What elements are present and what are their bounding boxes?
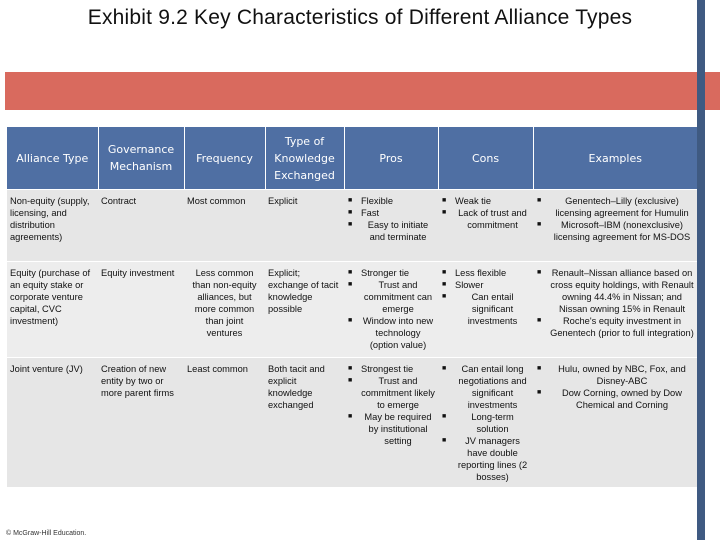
list-item: ■ Flexible [348, 196, 394, 206]
slide-title: Exhibit 9.2 Key Characteristics of Different Alliance Types [87, 6, 633, 29]
list-item: ■ Trust and commitment can emerge [348, 280, 433, 314]
bullet-icon: ■ [442, 437, 447, 444]
bullet-icon: ■ [348, 197, 353, 204]
cell-frequency: Least common [184, 358, 265, 488]
bullet-icon: ■ [537, 365, 542, 372]
list-item: ■ Roche's equity investment in Genentech (prior to full integration) [537, 316, 694, 338]
bullet-icon: ■ [537, 389, 542, 396]
cell-governance: Creation of new entity by two or more parent firms [98, 358, 184, 488]
table-header-row [7, 127, 697, 190]
list-item: ■ Microsoft–IBM (nonexclusive) licensing agreement for MS-DOS [537, 220, 691, 242]
list-item: ■ Hulu, owned by NBC, Fox, and Disney-ABC [537, 364, 686, 386]
cell-examples [533, 190, 697, 262]
list-item: ■ Trust and commitment likely to emerge [348, 376, 435, 410]
list-item: ■ Lack of trust and commitment [442, 208, 527, 230]
cell-alliance-type: Joint venture (JV) [7, 358, 98, 488]
bullet-icon: ■ [442, 293, 447, 300]
cell-knowledge: Explicit; exchange of tacit knowledge possible [265, 262, 344, 358]
list-item: ■ Fast [348, 208, 380, 218]
bullet-icon: ■ [348, 317, 353, 324]
table-row [7, 262, 697, 358]
table-row [7, 358, 697, 488]
bullet-icon: ■ [348, 377, 353, 384]
list-item: ■ Can entail significant investments [442, 292, 518, 326]
header-cons: Cons [438, 127, 533, 190]
alliance-types-table [7, 127, 697, 487]
bullet-icon: ■ [442, 197, 447, 204]
bullet-icon: ■ [537, 269, 542, 276]
accent-band [5, 72, 720, 110]
header-governance-mechanism: Governance Mechanism [98, 127, 184, 190]
list-item: ■ May be required by institutional setting [348, 412, 432, 446]
list-item: ■ Weak tie [442, 196, 491, 206]
bullet-icon: ■ [348, 365, 353, 372]
list-item: ■ Easy to initiate and terminate [348, 220, 429, 242]
bullet-icon: ■ [442, 209, 447, 216]
header-knowledge-exchanged: Type of Knowledge Exchanged [265, 127, 344, 190]
list-item: ■ Can entail long negotiations and significant investments [442, 364, 527, 410]
cell-frequency: Most common [184, 190, 265, 262]
list-item: ■ Strongest tie [348, 364, 414, 374]
cell-knowledge: Both tacit and explicit knowledge exchanged [265, 358, 344, 488]
list-item: ■ Stronger tie [348, 268, 410, 278]
cell-cons [438, 190, 533, 262]
list-item: ■ Long-term solution [442, 412, 514, 434]
right-accent-bar [697, 0, 705, 540]
cell-governance: Contract [98, 190, 184, 262]
header-frequency: Frequency [184, 127, 265, 190]
list-item: ■ JV managers have double reporting lines (2 bosses) [442, 436, 528, 482]
bullet-icon: ■ [442, 365, 447, 372]
cell-alliance-type: Equity (purchase of an equity stake or corporate venture capital, CVC investment) [7, 262, 98, 358]
cell-examples [533, 358, 697, 488]
header-alliance-type: Alliance Type [7, 127, 98, 190]
list-item: ■ Window into new technology (option value) [348, 316, 434, 350]
list-item: ■ Less flexible [442, 268, 507, 278]
cell-knowledge: Explicit [265, 190, 344, 262]
bullet-icon: ■ [442, 281, 447, 288]
copyright-credit: © McGraw-Hill Education. [6, 530, 87, 537]
cell-pros [344, 262, 438, 358]
bullet-icon: ■ [348, 221, 353, 228]
header-examples: Examples [533, 127, 697, 190]
table-row [7, 190, 697, 262]
bullet-icon: ■ [348, 413, 353, 420]
bullet-icon: ■ [537, 221, 542, 228]
bullet-icon: ■ [348, 209, 353, 216]
bullet-icon: ■ [442, 269, 447, 276]
cell-frequency: Less common than non-equity alliances, but more common than joint ventures [184, 262, 265, 358]
list-item: ■ Dow Corning, owned by Dow Chemical and Corning [537, 388, 682, 410]
bullet-icon: ■ [537, 317, 542, 324]
bullet-icon: ■ [442, 413, 447, 420]
bullet-icon: ■ [348, 281, 353, 288]
bullet-icon: ■ [348, 269, 353, 276]
cell-alliance-type: Non-equity (supply, licensing, and distribution agreements) [7, 190, 98, 262]
cell-cons [438, 262, 533, 358]
cell-cons [438, 358, 533, 488]
cell-pros [344, 190, 438, 262]
list-item: ■ Slower [442, 280, 484, 290]
cell-pros [344, 358, 438, 488]
cell-governance: Equity investment [98, 262, 184, 358]
cell-examples [533, 262, 697, 358]
list-item: ■ Genentech–Lilly (exclusive) licensing agreement for Humulin [537, 196, 689, 218]
header-pros: Pros [344, 127, 438, 190]
bullet-icon: ■ [537, 197, 542, 204]
list-item: ■ Renault–Nissan alliance based on cross equity holdings, with Renault owning 44.4% in Nissan; and Nissan owning 15% in Renault [537, 268, 694, 314]
